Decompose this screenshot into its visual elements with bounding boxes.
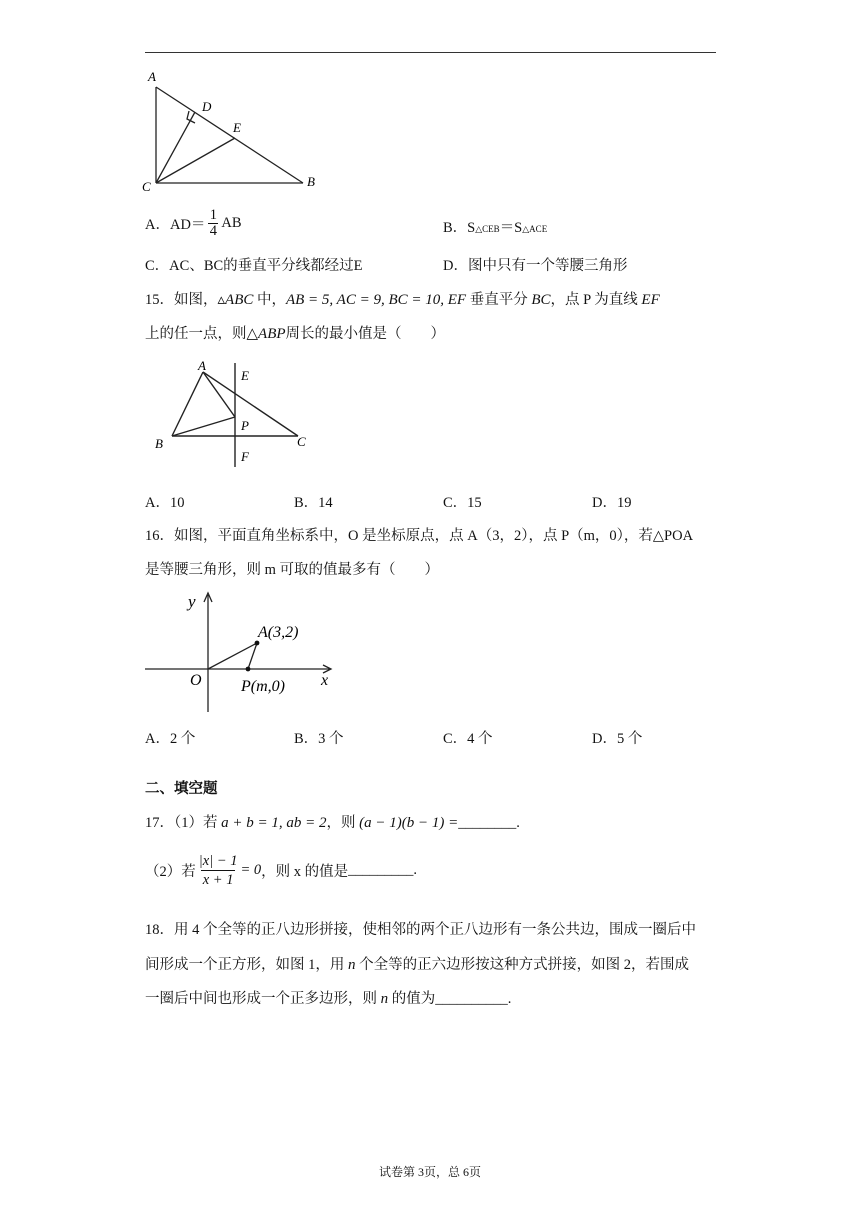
q17-part1 <box>145 811 520 832</box>
q16-option-d: D．5 个 <box>592 731 643 747</box>
right-angle-mark <box>187 111 195 123</box>
label-b: B <box>307 174 315 189</box>
q17-blank-1: ________. <box>458 815 520 831</box>
q18-line3-b: 的值为 <box>388 991 436 1007</box>
q14-triangle-figure <box>140 66 330 196</box>
q15-line1-a: 15．如图， <box>145 292 218 308</box>
q16-coordinate-figure <box>140 587 340 717</box>
page-footer: 试卷第 3页，总 6页 <box>378 1165 481 1179</box>
q16-line1: 16．如图，平面直角坐标系中，O 是坐标原点，点 A（3，2），点 P（m，0），若△POA <box>145 528 694 544</box>
q14-option-b-prefix: B．S <box>443 220 476 236</box>
q15-triangle-abp: △ABP <box>246 326 286 342</box>
label-y: y <box>188 592 196 611</box>
header-rule <box>145 52 716 53</box>
label-a: A <box>148 69 156 84</box>
q15-option-a: A．10 <box>145 495 185 511</box>
q14-option-b-sub2: △ACE <box>522 224 548 234</box>
label-x: x <box>321 672 329 689</box>
q15-line2-b: 周长的最小值是（ ） <box>285 326 446 342</box>
q15-math-lengths: AB = 5, AC = 9, BC = 10, EF <box>285 292 467 308</box>
q15-option-c: C．15 <box>443 495 482 511</box>
q15-line1-c: 垂直平分 <box>466 292 532 308</box>
q16-line2: 是等腰三角形，则 m 可取的值最多有（ ） <box>145 562 440 578</box>
point-p <box>246 667 251 672</box>
label-a-coord: A(3,2) <box>258 624 299 641</box>
q17-part2 <box>145 852 417 889</box>
q18-line2-b: 个全等的正六边形按这种方式拼接，如图 2，若围成 <box>355 957 689 973</box>
label-d: D <box>202 99 212 114</box>
segment-ab <box>172 372 203 436</box>
q16-option-c: C．4 个 <box>443 731 493 747</box>
q17-p1-math2: (a − 1)(b − 1) = <box>359 815 459 831</box>
q18-n-2: n <box>380 991 389 1007</box>
q17-p1-math: a + b = 1, ab = 2 <box>221 815 327 831</box>
q14-option-a-prefix: A．AD＝ <box>145 217 206 233</box>
label-e: E <box>233 120 241 135</box>
label-f: F <box>241 449 249 464</box>
segment-bp <box>172 417 235 436</box>
q15-line1-d: ，点 P 为直线 <box>550 292 642 308</box>
q17-fraction-denominator: x + 1 <box>202 872 234 888</box>
q14-option-b-sub1: △CEB <box>475 224 500 234</box>
q17-p1-a: 17．（1）若 <box>145 815 222 831</box>
q17-p2-b: ，则 x 的值是 <box>261 864 349 880</box>
label-e: E <box>241 368 249 383</box>
q17-fraction <box>199 852 238 889</box>
q17-fraction-numerator: |x| − 1 <box>198 853 238 869</box>
q15-figure <box>145 355 325 475</box>
q15-line2 <box>145 322 445 343</box>
q18-line2 <box>145 953 689 974</box>
q15-option-d: D．19 <box>592 495 632 511</box>
q14-option-a-suffix: AB <box>221 215 242 231</box>
q17-p2-eq: = 0 <box>240 862 262 878</box>
q14-option-d: D．图中只有一个等腰三角形 <box>443 258 628 274</box>
q15-line2-a: 上的任一点，则 <box>145 326 247 342</box>
q18-line1: 18．用 4 个全等的正八边形拼接，使相邻的两个正八边形有一条公共边，围成一圈后中 <box>145 922 696 938</box>
q17-blank-2: _________. <box>348 862 417 878</box>
q15-bc: BC <box>531 292 551 308</box>
q18-line3-a: 一圈后中间也形成一个正多边形，则 <box>145 991 381 1007</box>
segment-ap <box>203 372 235 417</box>
label-p: P <box>241 418 249 433</box>
segment-ac <box>203 372 298 436</box>
q15-line1 <box>145 288 660 309</box>
fraction-numerator: 1 <box>209 207 218 223</box>
q14-option-c: C．AC、BC的垂直平分线都经过E <box>145 258 363 274</box>
q14-option-b <box>443 216 547 237</box>
label-a: A <box>198 358 206 373</box>
label-c: C <box>297 434 306 449</box>
q14-option-a <box>145 208 242 239</box>
q15-triangle-abc: ▵ABC <box>217 292 254 308</box>
q14-option-b-mid: ＝S <box>499 220 523 236</box>
q15-ef: EF <box>641 292 660 308</box>
q18-blank: __________. <box>435 991 512 1007</box>
q18-line3 <box>145 987 511 1008</box>
point-a <box>255 641 260 646</box>
label-p-coord: P(m,0) <box>241 678 285 695</box>
label-o: O <box>190 672 202 689</box>
label-c: C <box>142 179 151 194</box>
segment-ab <box>156 87 303 183</box>
q18-line2-a: 间形成一个正方形，如图 1，用 <box>145 957 348 973</box>
q16-option-b: B．3 个 <box>294 731 344 747</box>
q18-n: n <box>348 957 356 973</box>
q15-option-b: B．14 <box>294 495 333 511</box>
q15-line1-b: 中， <box>253 292 286 308</box>
fraction-denominator: 4 <box>209 223 218 239</box>
section-title: 二、填空题 <box>145 781 218 797</box>
q17-p1-b: ，则 <box>326 815 360 831</box>
q17-p2-a: （2）若 <box>145 864 196 880</box>
label-b: B <box>155 436 163 451</box>
q16-option-a: A．2 个 <box>145 731 196 747</box>
